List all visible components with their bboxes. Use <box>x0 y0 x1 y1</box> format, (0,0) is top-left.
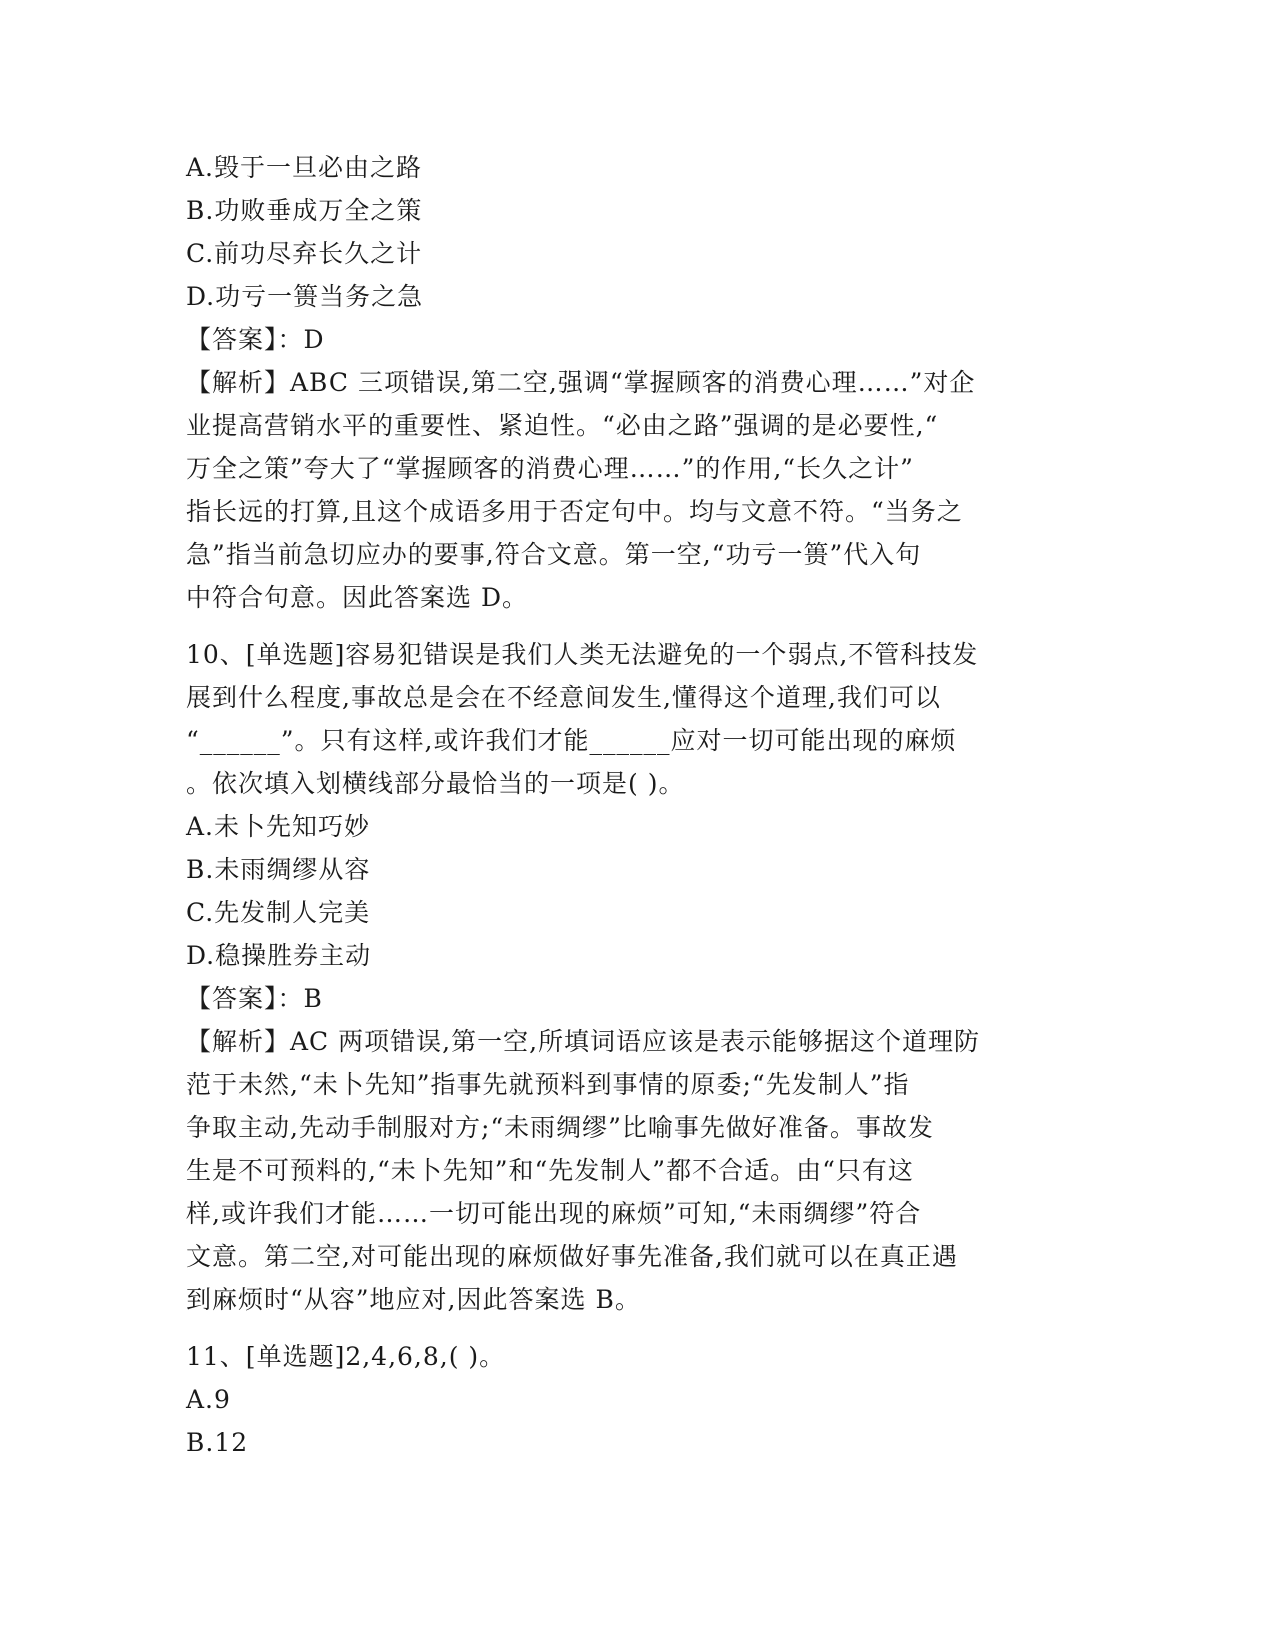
answer-label: 【答案】：D <box>186 325 325 354</box>
question-10-stem <box>186 633 1086 805</box>
analysis-line: 范于未然,“未卜先知”指事先就预料到事情的原委;“先发制人”指 <box>186 1070 910 1099</box>
option-b: B.未雨绸缪从容 <box>186 855 371 884</box>
question-11-options <box>186 1378 1086 1464</box>
option-a: A.9 <box>186 1385 231 1414</box>
analysis-line: 万全之策”夸大了“掌握顾客的消费心理……”的作用,“长久之计” <box>186 454 914 483</box>
question-10-options <box>186 805 1086 977</box>
analysis-line: 业提高营销水平的重要性、紧迫性。“必由之路”强调的是必要性,“ <box>186 411 939 440</box>
stem-line: 。依次填入划横线部分最恰当的一项是( )。 <box>186 769 685 798</box>
option-b: B.功败垂成万全之策 <box>186 196 423 225</box>
analysis-line: 中符合句意。因此答案选 D。 <box>186 583 528 612</box>
analysis-line: 急”指当前急切应办的要事,符合文意。第一空,“功亏一篑”代入句 <box>186 540 922 569</box>
analysis-line: 到麻烦时“从容”地应对,因此答案选 B。 <box>186 1285 641 1314</box>
analysis-paragraph <box>186 361 1086 619</box>
option-a: A.未卜先知巧妙 <box>186 812 371 841</box>
stem-line: 展到什么程度,事故总是会在不经意间发生,懂得这个道理,我们可以 <box>186 683 941 712</box>
stem-line: “______”。只有这样,或许我们才能______应对一切可能出现的麻烦 <box>186 726 957 755</box>
document-content <box>186 146 1086 1464</box>
question-9-block <box>186 146 1086 619</box>
option-d: D.功亏一篑当务之急 <box>186 282 424 311</box>
analysis-line: 【解析】AC 两项错误,第一空,所填词语应该是表示能够据这个道理防 <box>186 1027 981 1056</box>
option-a: A.毁于一旦必由之路 <box>186 153 423 182</box>
option-d: D.稳操胜券主动 <box>186 941 372 970</box>
analysis-line: 生是不可预料的,“未卜先知”和“先发制人”都不合适。由“只有这 <box>186 1156 914 1185</box>
question-9-options <box>186 146 1086 318</box>
analysis-line: 争取主动,先动手制服对方;“未雨绸缪”比喻事先做好准备。事故发 <box>186 1113 934 1142</box>
question-10-block <box>186 633 1086 1321</box>
analysis-paragraph <box>186 1020 1086 1321</box>
stem-line: 11、[单选题]2,4,6,8,( )。 <box>186 1342 506 1371</box>
analysis-line: 文意。第二空,对可能出现的麻烦做好事先准备,我们就可以在真正遇 <box>186 1242 958 1271</box>
spacer <box>186 619 1086 633</box>
question-11-block <box>186 1335 1086 1464</box>
stem-line: 10、[单选题]容易犯错误是我们人类无法避免的一个弱点,不管科技发 <box>186 640 979 669</box>
analysis-line: 【解析】ABC 三项错误,第二空,强调“掌握顾客的消费心理……”对企 <box>186 368 976 397</box>
spacer <box>186 1321 1086 1335</box>
analysis-line: 样,或许我们才能……一切可能出现的麻烦”可知,“未雨绸缪”符合 <box>186 1199 922 1228</box>
answer-label: 【答案】：B <box>186 984 323 1013</box>
question-11-stem <box>186 1335 1086 1378</box>
option-b: B.12 <box>186 1428 249 1457</box>
option-c: C.先发制人完美 <box>186 898 371 927</box>
option-c: C.前功尽弃长久之计 <box>186 239 423 268</box>
analysis-line: 指长远的打算,且这个成语多用于否定句中。均与文意不符。“当务之 <box>186 497 963 526</box>
